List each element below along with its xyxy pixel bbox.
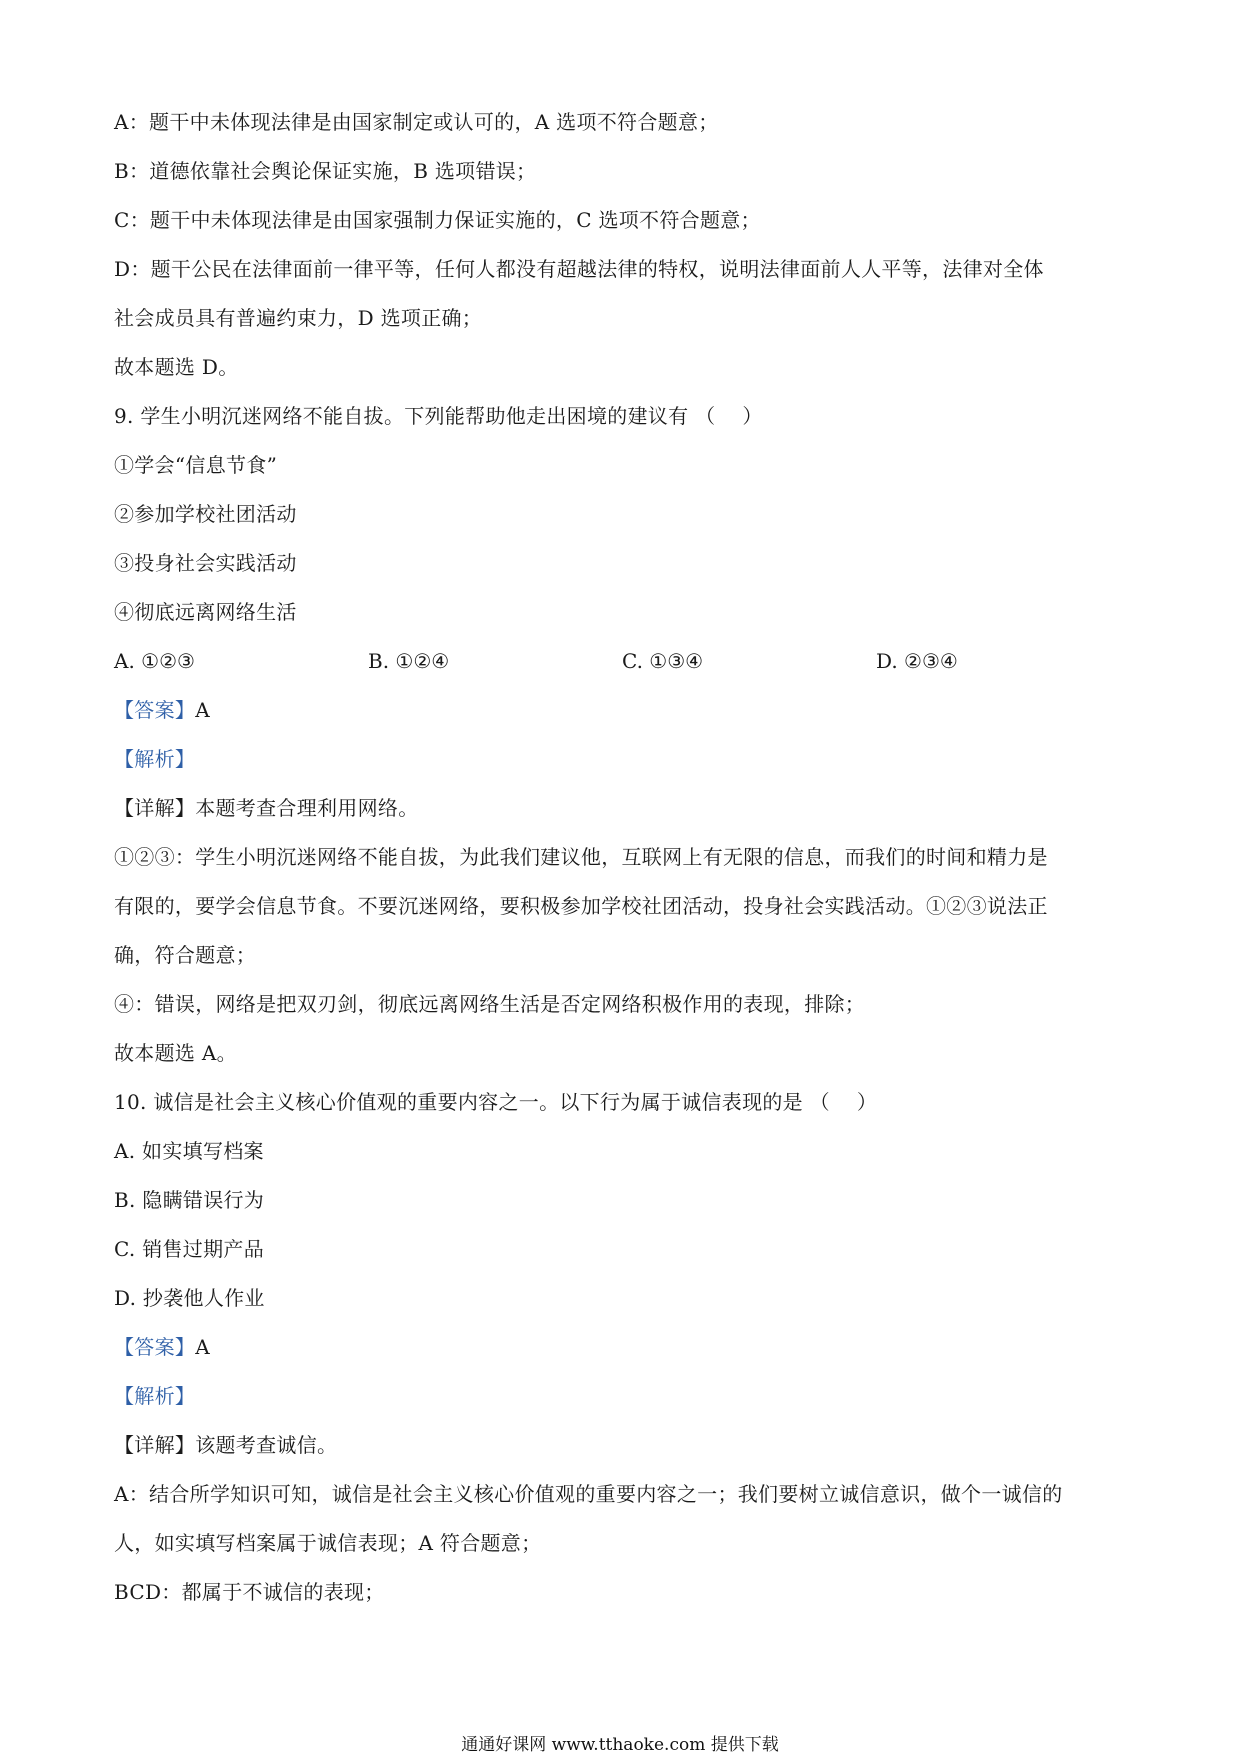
- question-9-option-b: B. ①②④: [368, 649, 450, 673]
- question-9-options: [114, 637, 1134, 686]
- answer-value: A: [195, 698, 210, 722]
- detail-text: 本题考查合理利用网络。: [195, 796, 419, 820]
- question-10-analysis-label: 【解析】: [114, 1384, 196, 1408]
- question-9-item: ④彻底远离网络生活: [114, 600, 297, 624]
- document-content: [114, 98, 1134, 1617]
- conclusion-line: 故本题选 D。: [114, 355, 239, 379]
- question-9-explanation: 有限的，要学会信息节食。不要沉迷网络，要积极参加学校社团活动，投身社会实践活动。①②③说法正: [114, 894, 1048, 918]
- detail-text: 该题考查诚信。: [195, 1433, 338, 1457]
- question-10-explanation: 人，如实填写档案属于诚信表现；A 符合题意；: [114, 1531, 542, 1555]
- question-9-option-a: A. ①②③: [114, 649, 195, 673]
- question-10-option-b: B. 隐瞒错误行为: [114, 1188, 265, 1212]
- question-9-detail: [114, 784, 1134, 833]
- question-9-item: ③投身社会实践活动: [114, 551, 297, 575]
- detail-label: 【详解】: [114, 1433, 196, 1457]
- question-9-stem: 9. 学生小明沉迷网络不能自拔。下列能帮助他走出困境的建议有 （ ）: [114, 404, 763, 428]
- question-10-detail: [114, 1421, 1134, 1470]
- text-line: D：题干公民在法律面前一律平等，任何人都没有超越法律的特权，说明法律面前人人平等，法律对全体: [114, 257, 1044, 281]
- text-line: A：题干中未体现法律是由国家制定或认可的，A 选项不符合题意；: [114, 110, 719, 134]
- question-10-option-c: C. 销售过期产品: [114, 1237, 265, 1261]
- text-line: B：道德依靠社会舆论保证实施，B 选项错误；: [114, 159, 537, 183]
- question-9-explanation: 确，符合题意；: [114, 943, 257, 967]
- question-10-option-a: A. 如实填写档案: [114, 1139, 264, 1163]
- question-10-answer: [114, 1323, 1134, 1372]
- text-line: C：题干中未体现法律是由国家强制力保证实施的，C 选项不符合题意；: [114, 208, 761, 232]
- question-10-explanation: BCD：都属于不诚信的表现；: [114, 1580, 385, 1604]
- question-9-option-d: D. ②③④: [876, 649, 958, 673]
- text-line: 社会成员具有普遍约束力，D 选项正确；: [114, 306, 483, 330]
- question-9-explanation: ①②③：学生小明沉迷网络不能自拔，为此我们建议他，互联网上有无限的信息，而我们的时间和精力是: [114, 845, 1048, 869]
- question-9-item: ②参加学校社团活动: [114, 502, 297, 526]
- question-10-explanation: A：结合所学知识可知，诚信是社会主义核心价值观的重要内容之一；我们要树立诚信意识，做个一诚信的: [114, 1482, 1063, 1506]
- answer-label: 【答案】: [114, 698, 196, 722]
- question-9-item: ①学会“信息节食”: [114, 453, 278, 477]
- question-9-option-c: C. ①③④: [622, 649, 704, 673]
- answer-label: 【答案】: [114, 1335, 196, 1359]
- question-9-answer: [114, 686, 1134, 735]
- question-9-explanation: ④：错误，网络是把双刃剑，彻底远离网络生活是否定网络积极作用的表现，排除；: [114, 992, 866, 1016]
- answer-value: A: [195, 1335, 210, 1359]
- question-9-conclusion: 故本题选 A。: [114, 1041, 237, 1065]
- question-10-stem: 10. 诚信是社会主义核心价值观的重要内容之一。以下行为属于诚信表现的是 （ ）: [114, 1090, 878, 1114]
- question-10-option-d: D. 抄袭他人作业: [114, 1286, 265, 1310]
- page-footer: 通通好课网 www.tthaoke.com 提供下载: [461, 1735, 779, 1755]
- detail-label: 【详解】: [114, 796, 196, 820]
- question-9-analysis-label: 【解析】: [114, 747, 196, 771]
